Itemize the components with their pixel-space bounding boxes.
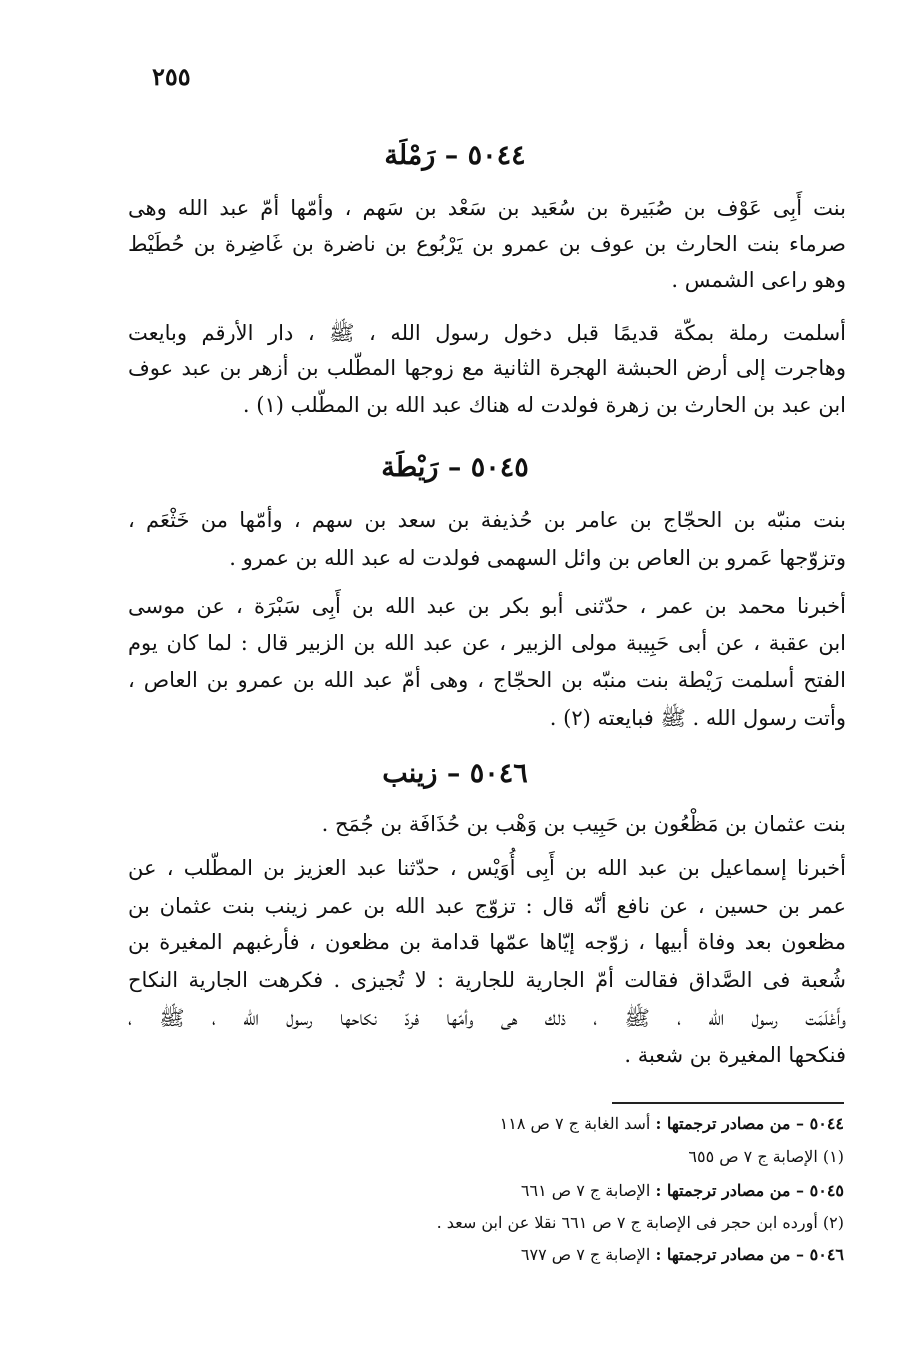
entry-5044-line-5: وهاجرت إلى أرض الحبشة الهجرة الثانية مع زوجها المطّلب بن أزهر بن عبد عوف [128,356,846,380]
footnote-1-head: ٥٠٤٤ – من مصادر ترجمتها : [655,1114,844,1133]
footnote-5-head: ٥٠٤٦ – من مصادر ترجمتها : [655,1245,844,1264]
entry-5044-line-4: أسلمت رملة بمكّة قديمًا قبل دخول رسول الله ، ﷺ ، دار الأرقم وبايعت [128,321,846,345]
footnote-3 [521,1181,844,1200]
footnote-2-text: (١) الإصابة ج ٧ ص ٦٥٥ [688,1147,844,1166]
entry-5046-line-5: شُعبة فى الصَّداق فقالت أمّ الجارية للجارية : لا تُجيزى . فكرهت الجارية النكاح [128,968,846,992]
entry-5046-line-2: أخبرنا إسماعيل بن عبد الله بن أَبِى أُوَيْس ، حدّثنا عبد العزيز بن المطّلب ، عن [128,856,846,880]
entry-5045-line-4: ابن عقبة ، عن أبى حَبِيبة مولى الزبير ، عن عبد الله بن الزبير قال : لما كان يوم [128,631,846,655]
footnote-divider [612,1102,844,1104]
entry-5046-line-7: فنكحها المغيرة بن شعبة . [624,1043,846,1067]
entry-5044-line-6: ابن عبد بن الحارث بن زهرة فولدت له هناك عبد الله بن المطّلب (١) . [242,393,846,417]
entry-5045-line-1: بنت منبّه بن الحجّاج بن عامر بن حُذيفة بن سعد بن سهم ، وأمّها من خَثْعَم ، [128,508,846,532]
entry-5045-line-3: أخبرنا محمد بن عمر ، حدّثنى أبو بكر بن عبد الله بن أَبِى سَبْرَة ، عن موسى [128,594,846,618]
footnote-1 [500,1114,844,1133]
entry-5046-line-4: مظعون بعد وفاة أبيها ، زوّجه إيّاها عمّها قدامة بن مظعون ، فأرغبهم المغيرة بن [128,930,846,954]
entry-5044-line-2: صرماء بنت الحارث بن عوف بن عمرو بن يَرْبُوع بن ناضرة بن غَاضِرة بن حُطَيْط [128,232,846,256]
footnote-5-text: الإصابة ج ٧ ص ٦٧٧ [520,1245,656,1264]
entry-5044-line-3: وهو راعى الشمس . [671,268,846,292]
entry-5045-line-5: الفتح أسلمت رَيْطة بنت منبّه بن الحجّاج ، وهى أمّ عبد الله بن عمرو بن العاص ، [128,668,846,692]
footnote-1-text: أسد الغابة ج ٧ ص ١١٨ [499,1114,656,1133]
footnote-5 [521,1245,844,1264]
entry-5044-line-1: بنت أَبِى عَوْف بن صُبَيرة بن سُعَيد بن سَعْد بن سَهم ، وأمّها أمّ عبد الله وهى [128,196,846,220]
footnote-3-text: الإصابة ج ٧ ص ٦٦١ [520,1181,656,1200]
entry-title-5044: ٥٠٤٤ – رَمْلَة [384,140,526,171]
entry-title-5046: ٥٠٤٦ – زينب [382,758,528,789]
footnote-4 [437,1213,844,1232]
entry-5046-line-6: وأَعْلَمَت رسول الله ، ﷺ ، ذلك هى وأمّها فردّ نكاحها رسول الله ، ﷺ ، [128,1006,846,1030]
entry-title-5045: ٥٠٤٥ – رَيْطَة [381,452,529,483]
entry-5046-line-3: عمر بن حسين ، عن نافع أنّه قال : تزوّج عبد الله بن عمر زينب بنت عثمان بن [128,894,846,918]
footnote-4-text: (٢) أورده ابن حجر فى الإصابة ج ٧ ص ٦٦١ نقلا عن ابن سعد . [436,1213,844,1232]
footnote-3-head: ٥٠٤٥ – من مصادر ترجمتها : [655,1181,844,1200]
entry-5045-line-2: وتزوّجها عَمرو بن العاص بن وائل السهمى فولدت له عبد الله بن عمرو . [229,546,846,570]
footnote-2 [688,1147,844,1166]
entry-5046-line-1: بنت عثمان بن مَظْعُون بن حَبِيب بن وَهْب بن حُذَافَة بن جُمَح . [321,812,846,836]
page-number: ٢٥٥ [152,62,191,91]
entry-5045-line-6: وأتت رسول الله . ﷺ فبايعته (٢) . [549,706,846,730]
